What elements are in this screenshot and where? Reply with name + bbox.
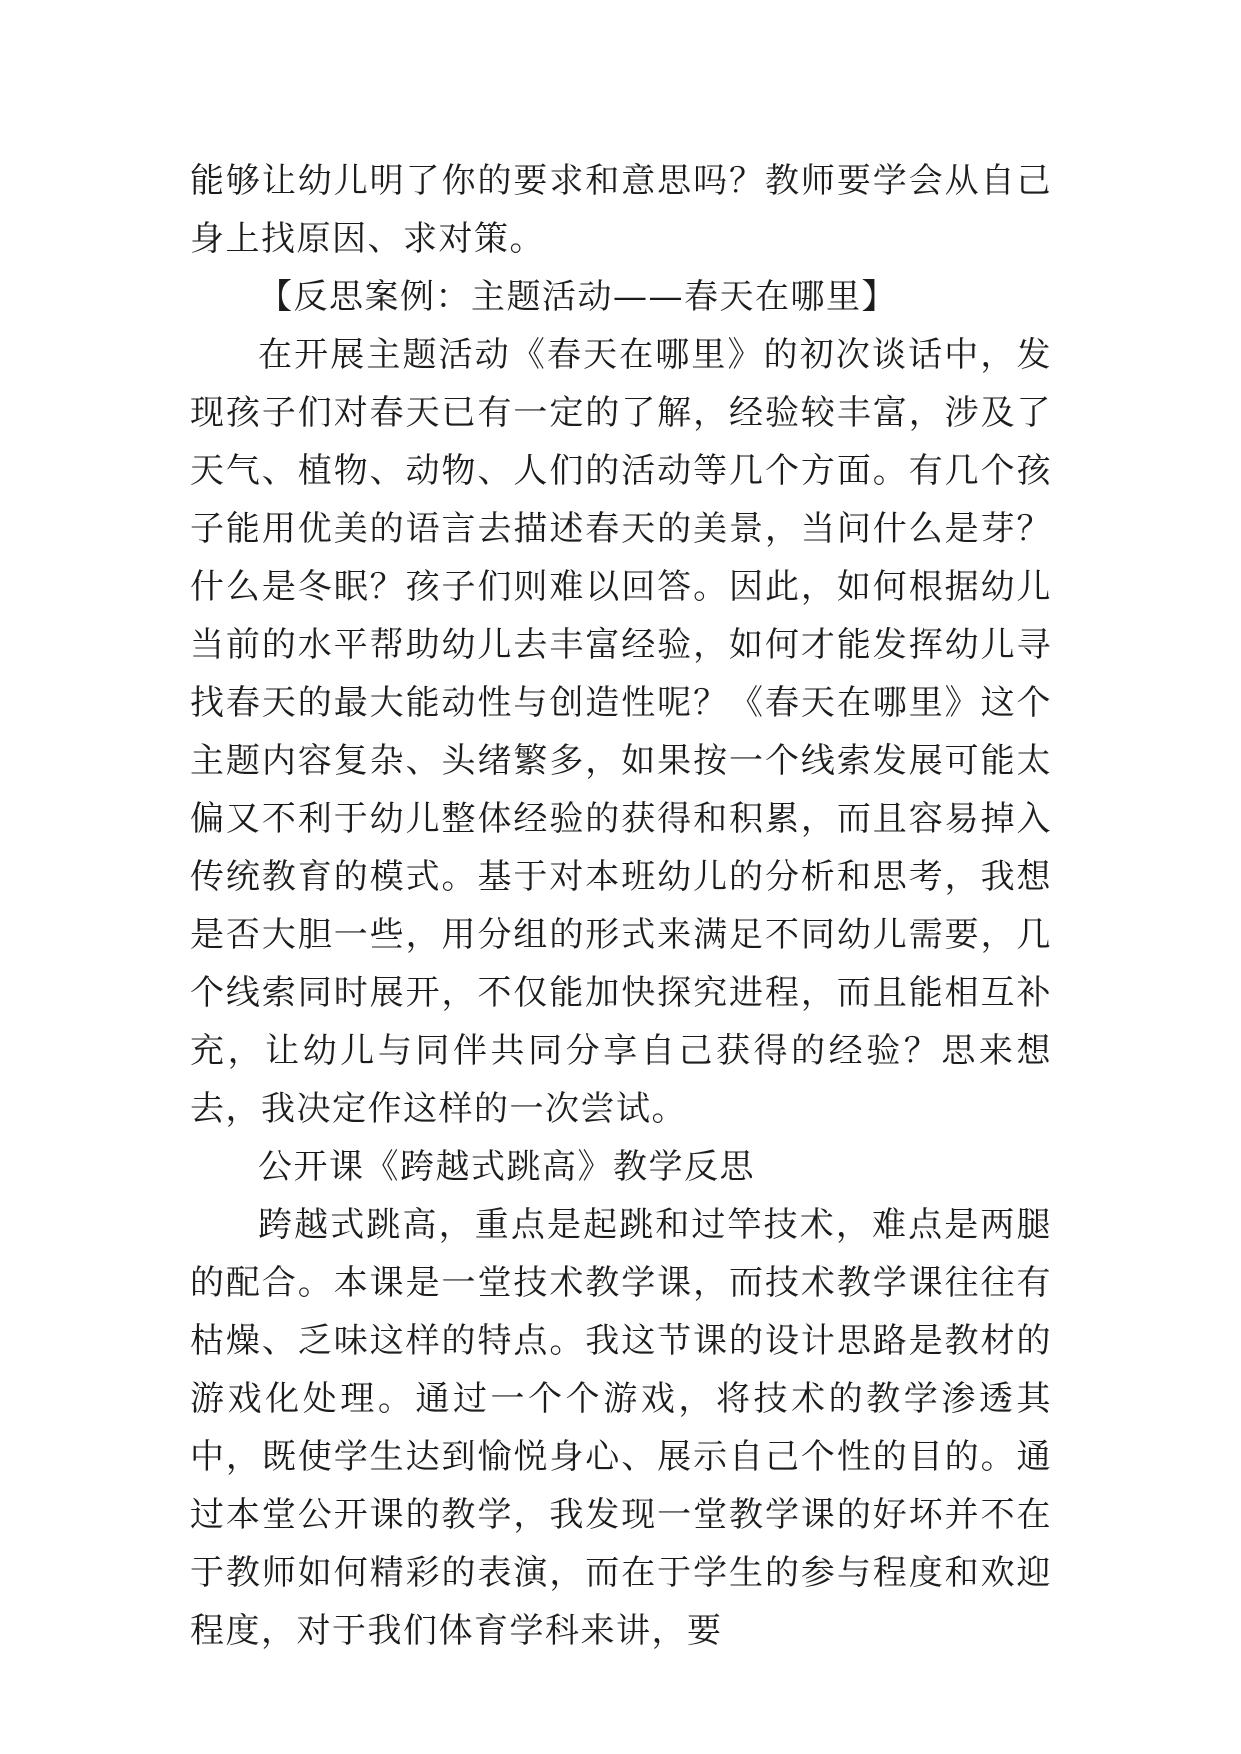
spring-case-paragraph: 在开展主题活动《春天在哪里》的初次谈话中，发现孩子们对春天已有一定的了解，经验较丰富，涉及了天气、植物、动物、人们的活动等几个方面。有几个孩子能用优美的语言去描述春天的美景，当问什么是芽？什么是冬眠？孩子们则难以回答。因此，如何根据幼儿当前的水平帮助幼儿去丰富经验，如何才能发挥幼儿寻找春天的最大能动性与创造性呢？《春天在哪里》这个主题内容复杂、头绪繁多，如果按一个线索发展可能太偏又不利于幼儿整体经验的获得和积累，而且容易掉入传统教育的模式。基于对本班幼儿的分析和思考，我想是否大胆一些，用分组的形式来满足不同幼儿需要，几个线索同时展开，不仅能加快探究进程，而且能相互补充，让幼儿与同伴共同分享自己获得的经验？思来想去，我决定作这样的一次尝试。 bbox=[190, 335, 1052, 1129]
continuation-paragraph: 能够让幼儿明了你的要求和意思吗？教师要学会从自己身上找原因、求对策。 bbox=[190, 161, 1052, 259]
high-jump-paragraph: 跨越式跳高，重点是起跳和过竿技术，难点是两腿的配合。本课是一堂技术教学课，而技术教学课往往有枯燥、乏味这样的特点。我这节课的设计思路是教材的游戏化处理。通过一个个游戏，将技术的教学渗透其中，既使学生达到愉悦身心、展示自己个性的目的。通过本堂公开课的教学，我发现一堂教学课的好坏并不在于教师如何精彩的表演，而在于学生的参与程度和欢迎程度，对于我们体育学科来讲，要 bbox=[190, 1205, 1052, 1651]
document-page bbox=[190, 152, 1052, 1660]
lesson-title: 公开课《跨越式跳高》教学反思 bbox=[258, 1147, 755, 1187]
case-heading: 【反思案例：主题活动——春天在哪里】 bbox=[258, 277, 897, 317]
